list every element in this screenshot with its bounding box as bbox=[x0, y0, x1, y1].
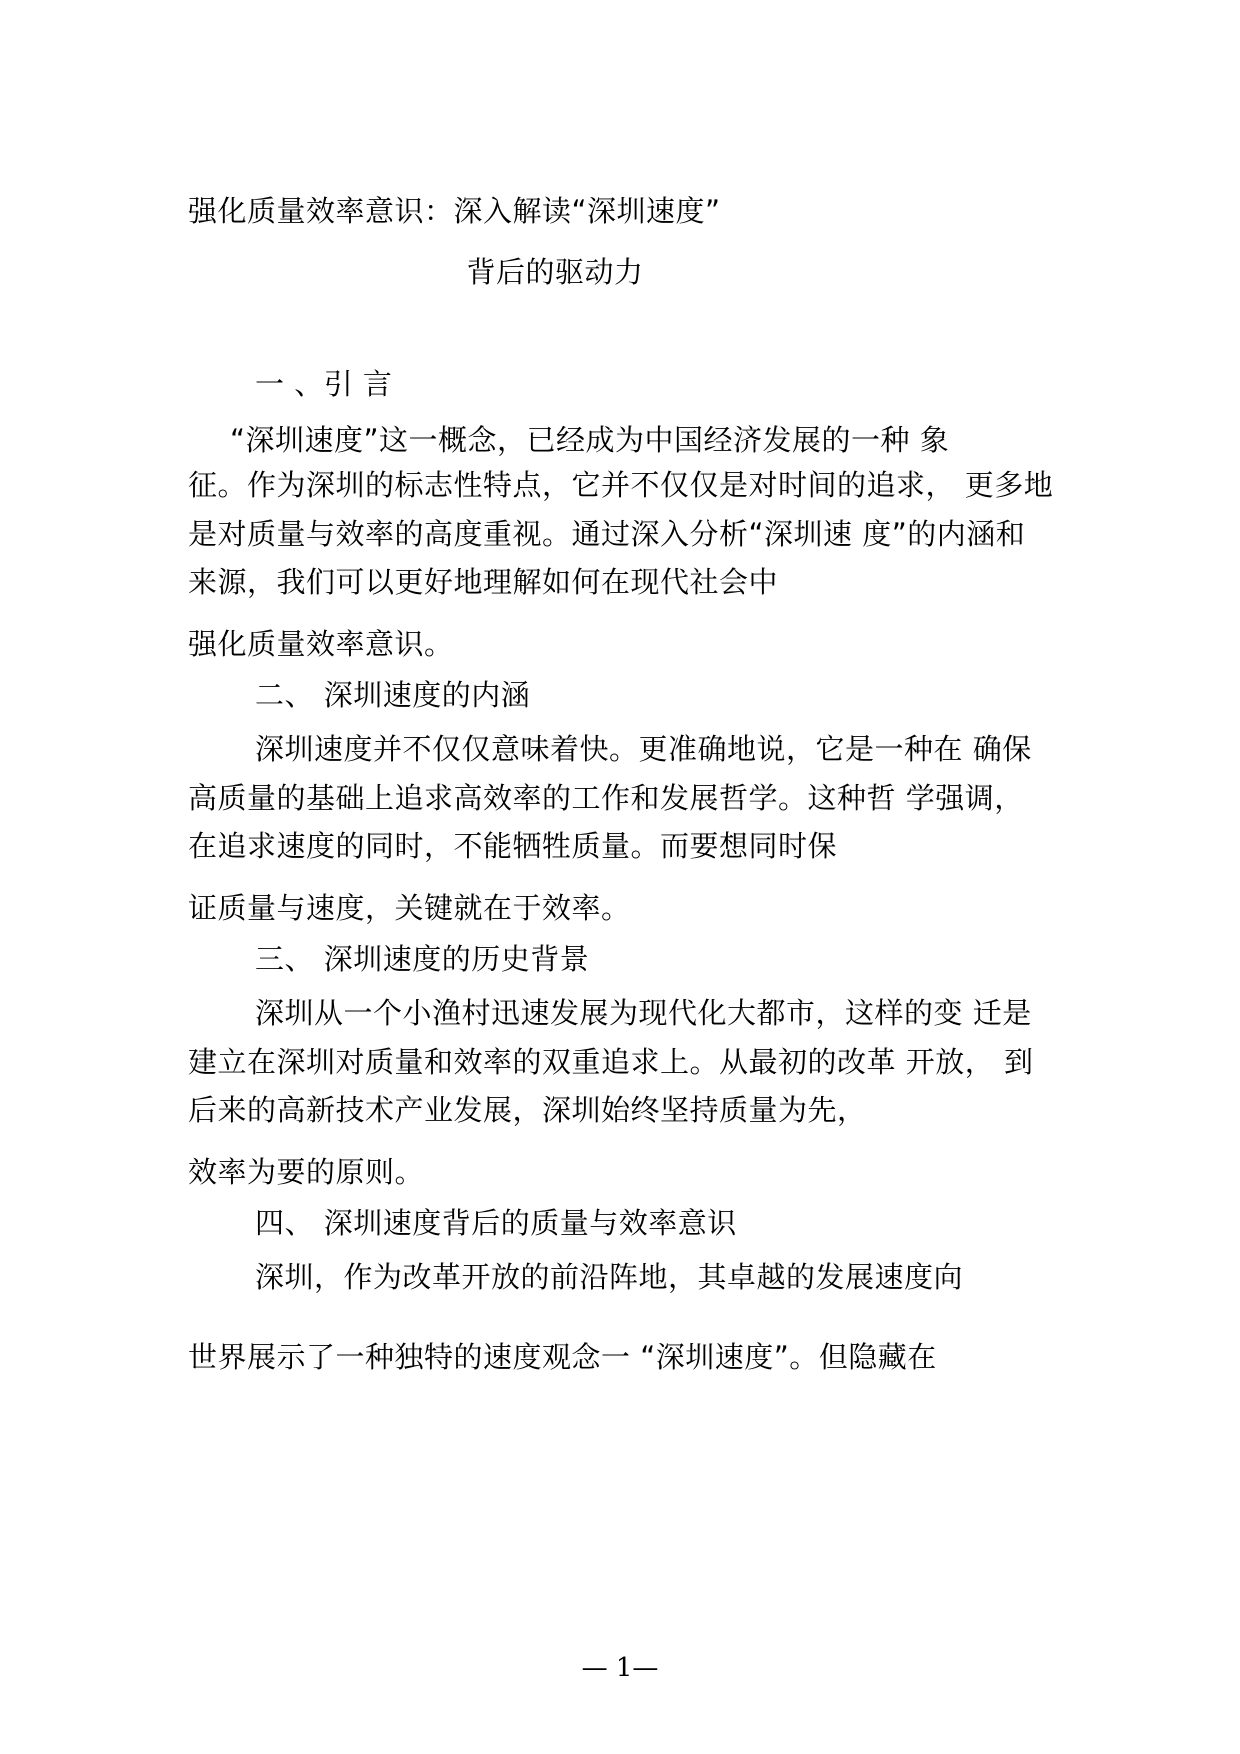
section-heading-awareness: 四、 深圳速度背后的质量与效率意识 bbox=[255, 1206, 737, 1240]
paragraph-line: 后来的高新技术产业发展，深圳始终坚持质量为先， bbox=[188, 1093, 867, 1127]
section-heading-history: 三、 深圳速度的历史背景 bbox=[255, 942, 590, 976]
paragraph-line: 深圳从一个小渔村迅速发展为现代化大都市，这样的变 迁是 bbox=[255, 996, 1032, 1030]
paragraph-line: 效率为要的原则。 bbox=[188, 1155, 425, 1189]
section-heading-connotation: 二、 深圳速度的内涵 bbox=[255, 678, 531, 712]
paragraph-line: 是对质量与效率的高度重视。通过深入分析“深圳速 度”的内涵和 bbox=[188, 517, 1026, 551]
paragraph-line: 征。作为深圳的标志性特点，它并不仅仅是对时间的追求， 更多地 bbox=[188, 468, 1054, 502]
title-line-1: 强化质量效率意识：深入解读“深圳速度” bbox=[188, 194, 721, 228]
paragraph-line: 高质量的基础上追求高效率的工作和发展哲学。这种哲 学强调， bbox=[188, 781, 1024, 815]
paragraph-line: 世界展示了一种独特的速度观念一 “深圳速度”。但隐藏在 bbox=[188, 1340, 937, 1374]
paragraph-line: 深圳，作为改革开放的前沿阵地，其卓越的发展速度向 bbox=[255, 1260, 964, 1294]
paragraph-line: 在追求速度的同时，不能牺牲质量。而要想同时保 bbox=[188, 829, 838, 863]
paragraph-line: 证质量与速度，关键就在于效率。 bbox=[188, 891, 631, 925]
paragraph-line: “深圳速度”这一概念，已经成为中国经济发展的一种 象 bbox=[230, 423, 950, 457]
page-number: — 1— bbox=[581, 1653, 659, 1683]
section-heading-intro: 一 、引 言 bbox=[255, 367, 393, 401]
paragraph-line: 强化质量效率意识。 bbox=[188, 627, 454, 661]
paragraph-line: 来源，我们可以更好地理解如何在现代社会中 bbox=[188, 565, 779, 599]
title-line-2: 背后的驱动力 bbox=[466, 255, 644, 289]
paragraph-line: 建立在深圳对质量和效率的双重追求上。从最初的改革 开放， 到 bbox=[188, 1045, 1034, 1079]
paragraph-line: 深圳速度并不仅仅意味着快。更准确地说，它是一种在 确保 bbox=[255, 732, 1032, 766]
